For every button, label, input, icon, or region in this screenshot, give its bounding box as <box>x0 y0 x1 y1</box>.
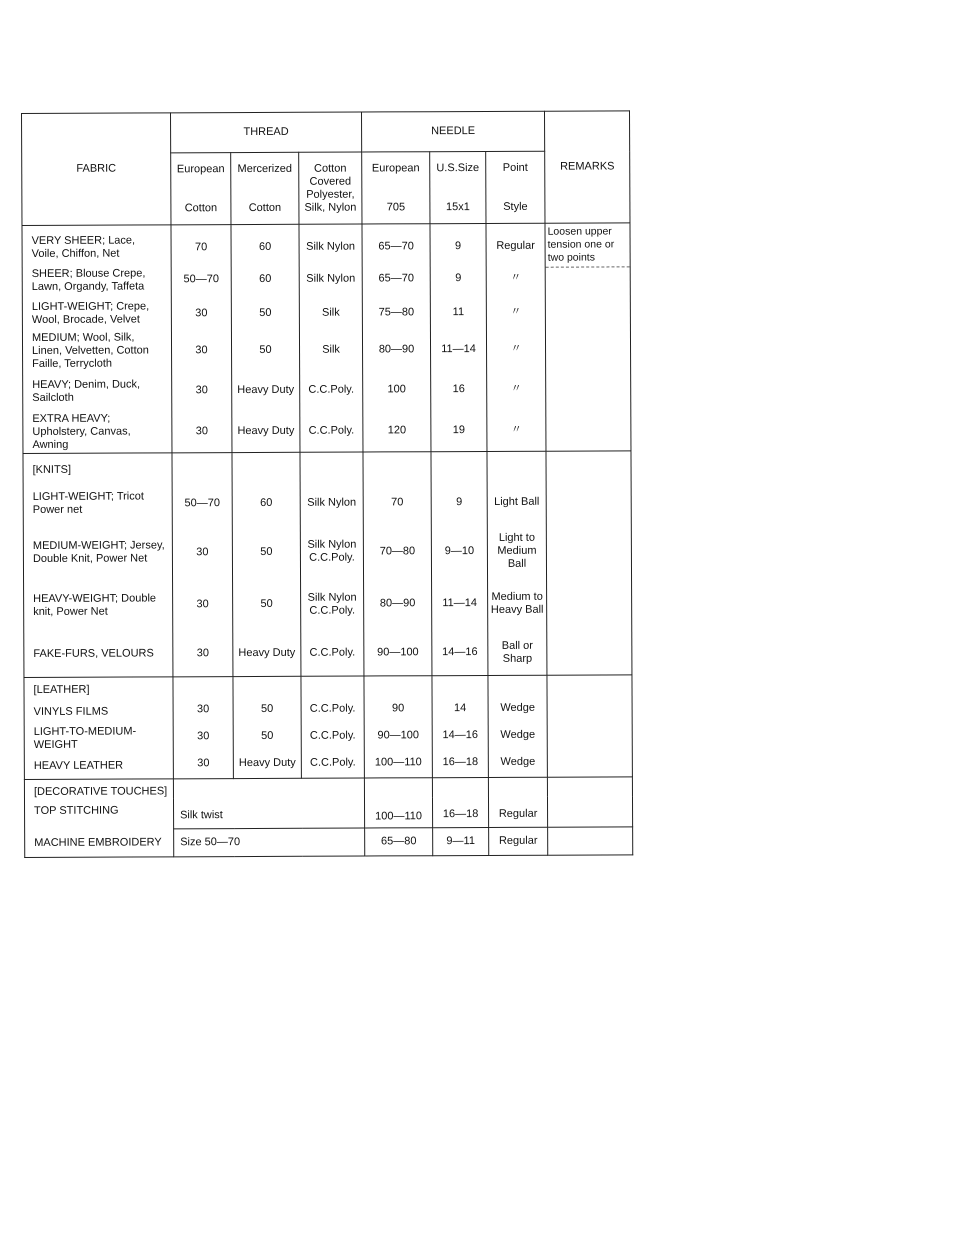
leather-row-2-merc: 50 <box>261 729 274 742</box>
woven-row-2-us: 9 <box>455 272 462 285</box>
woven-row-5-euro: 30 <box>195 384 208 397</box>
remarks-col <box>547 777 632 827</box>
thread-size: Size 50—70 <box>174 828 365 857</box>
header-label: European <box>371 161 420 174</box>
ccp-col <box>301 676 364 778</box>
thread-needle-chart <box>21 110 632 858</box>
woven-row-4-fabric: MEDIUM; Wool, Silk, Linen, Velvetten, Cotton Faille, Terrycloth <box>31 331 149 370</box>
woven-row-3-point: 〃 <box>510 305 522 318</box>
knits-row-3-euro: 30 <box>196 598 209 611</box>
point-col <box>487 451 547 675</box>
woven-row-6-us: 19 <box>452 423 466 436</box>
knits-row-1-n-euro: 70 <box>391 495 404 508</box>
woven-row-3-fabric: LIGHT-WEIGHT; Crepe, Wool, Brocade, Velvet <box>31 300 150 326</box>
woven-row-3-us: 11 <box>452 305 465 318</box>
knits-row-3-ccp: Silk Nylon C.C.Poly. <box>307 591 357 617</box>
woven-row-2-point: 〃 <box>510 271 522 284</box>
point-top: Regular <box>488 777 547 827</box>
woven-row-6-ccp: C.C.Poly. <box>308 424 355 437</box>
thread-silk-twist: Silk twist <box>180 808 223 821</box>
fabric-col <box>24 677 173 780</box>
remarks-col <box>546 451 632 675</box>
section-leather <box>24 675 632 780</box>
woven-row-2-merc: 60 <box>259 272 272 285</box>
woven-row-4-ccp: Silk <box>322 343 340 356</box>
leather-row-2-n-euro: 90—100 <box>377 728 420 741</box>
needle-euro-col <box>362 224 431 452</box>
knits-row-1-point: Light Ball <box>494 495 540 508</box>
knits-row-2-fabric: MEDIUM-WEIGHT; Jersey, Double Knit, Power Net <box>32 539 165 565</box>
header-label: European <box>176 162 225 175</box>
woven-row-6-n-euro: 120 <box>387 423 407 436</box>
knits-row-1-euro: 50—70 <box>184 496 220 509</box>
header-needle-european <box>362 152 430 224</box>
knits-row-2-us: 9—10 <box>444 544 475 557</box>
woven-row-2-n-euro: 65—70 <box>378 272 415 285</box>
knits-row-4-euro: 30 <box>196 647 210 660</box>
header-label: 705 <box>386 200 406 213</box>
header-remarks: REMARKS <box>545 111 630 223</box>
woven-row-4-merc: 50 <box>259 343 272 356</box>
merc-col <box>233 676 301 778</box>
leather-row-3-merc: Heavy Duty <box>238 756 296 769</box>
knits-row-3-merc: 50 <box>260 597 273 610</box>
leather-row-3-point: Wedge <box>500 755 536 768</box>
woven-row-1-merc: 60 <box>258 240 272 253</box>
euro-col <box>173 677 233 779</box>
woven-row-5-fabric: HEAVY; Denim, Duck, Sailcloth <box>32 377 141 404</box>
leather-row-1-us: 14 <box>453 701 467 714</box>
knits-row-2-point: Light to Medium Ball <box>497 531 537 570</box>
header-label: Cotton Covered Polyester, Silk, Nylon <box>304 162 357 214</box>
woven-row-4-n-euro: 80—90 <box>378 343 415 356</box>
woven-row-3-euro: 30 <box>195 306 208 319</box>
header-label: Point <box>502 161 528 174</box>
woven-row-4-euro: 30 <box>195 344 208 357</box>
knits-row-2-euro: 30 <box>196 545 209 558</box>
leather-row-3-n-euro: 100—110 <box>374 755 422 768</box>
point-col <box>486 223 546 451</box>
knits-row-4-us: 14—16 <box>442 646 478 659</box>
fabric-top-stitching: TOP STITCHING <box>24 798 173 829</box>
needle-euro-bottom: 65—80 <box>365 827 433 856</box>
header-point-style <box>486 151 545 223</box>
us-col <box>430 223 487 451</box>
header-label: Cotton <box>248 201 282 214</box>
woven-row-3-merc: 50 <box>259 306 272 319</box>
header-cotton-covered <box>299 152 362 224</box>
remarks-col <box>547 675 632 777</box>
woven-row-2-ccp: Silk Nylon <box>306 272 356 285</box>
header-label: Mercerized <box>237 162 292 175</box>
remarks-col <box>548 826 633 855</box>
woven-row-5-point: 〃 <box>510 382 522 395</box>
machine-embroidery-row <box>25 826 633 857</box>
woven-row-5-n-euro: 100 <box>387 383 406 396</box>
header-label: Cotton <box>184 201 218 214</box>
fabric-col <box>22 225 172 454</box>
woven-row-1-ccp: Silk Nylon <box>306 240 356 253</box>
knits-row-4-point: Ball or Sharp <box>501 639 533 665</box>
point-col <box>488 675 547 777</box>
woven-row-4-us: 11—14 <box>441 343 476 356</box>
section-label-leather: [LEATHER] <box>33 683 90 696</box>
woven-row-2-euro: 50—70 <box>183 273 219 286</box>
leather-row-1-n-euro: 90 <box>391 701 405 714</box>
remarks-text: Loosen upper tension one or two points <box>547 225 615 264</box>
remarks-col <box>545 223 631 451</box>
knits-row-4-ccp: C.C.Poly. <box>309 646 356 659</box>
header-mercerized-cotton <box>231 152 299 224</box>
woven-row-1-us: 9 <box>455 239 462 252</box>
woven-row-5-ccp: C.C.Poly. <box>308 383 355 396</box>
leather-row-3-euro: 30 <box>197 756 210 769</box>
knits-row-2-merc: 50 <box>260 545 273 558</box>
needle-euro-col <box>363 452 432 676</box>
woven-row-6-fabric: EXTRA HEAVY; Upholstery, Canvas, Awning <box>32 412 131 451</box>
woven-row-2-fabric: SHEER; Blouse Crepe, Lawn, Organdy, Taffeta <box>31 266 146 293</box>
woven-row-1-fabric: VERY SHEER; Lace, Voile, Chiffon, Net <box>31 234 136 260</box>
knits-row-4-n-euro: 90—100 <box>377 646 419 659</box>
fabric-col <box>23 453 173 678</box>
remarks-divider <box>546 266 630 267</box>
knits-row-4-merc: Heavy Duty <box>238 646 296 660</box>
leather-row-3-ccp: C.C.Poly. <box>309 756 356 769</box>
us-size-bottom: 9—11 <box>433 827 489 856</box>
knits-row-3-us: 11—14 <box>442 597 478 610</box>
us-col <box>432 675 488 777</box>
knits-row-2-ccp: Silk Nylon C.C.Poly. <box>307 538 357 564</box>
knits-row-1-us: 9 <box>456 495 463 508</box>
header-us-size <box>430 151 486 223</box>
chart-table <box>21 110 633 858</box>
leather-row-2-fabric: LIGHT-TO-MEDIUM-WEIGHT <box>33 725 137 751</box>
knits-row-2-n-euro: 70—80 <box>379 544 416 557</box>
header-thread: THREAD <box>171 112 362 153</box>
header-label: 15x1 <box>445 200 470 213</box>
leather-row-2-euro: 30 <box>197 729 210 742</box>
woven-row-5-us: 16 <box>452 383 465 396</box>
header-label: U.S.Size <box>436 161 480 174</box>
us-col <box>431 451 488 675</box>
ccp-col <box>300 452 364 676</box>
merc-col <box>231 224 300 452</box>
woven-row-6-euro: 30 <box>195 424 209 437</box>
needle-euro-top: 100—110 <box>364 778 432 828</box>
decorative-label-row <box>24 777 632 799</box>
knits-row-1-merc: 60 <box>260 496 273 509</box>
knits-row-3-n-euro: 80—90 <box>379 597 416 610</box>
us-size-top: 16—18 <box>432 777 488 827</box>
woven-row-1-point: Regular <box>496 239 535 252</box>
ccp-col <box>299 224 363 452</box>
woven-row-5-merc: Heavy Duty <box>237 383 295 397</box>
merc-col <box>232 452 301 676</box>
euro-col <box>171 225 232 453</box>
fabric-machine-embroidery: MACHINE EMBROIDERY <box>25 828 174 857</box>
point-bottom: Regular <box>489 827 548 856</box>
header-label: Style <box>503 200 528 213</box>
leather-row-1-euro: 30 <box>196 702 210 715</box>
woven-row-3-n-euro: 75—80 <box>378 305 415 318</box>
leather-row-3-fabric: HEAVY LEATHER <box>33 759 124 772</box>
knits-row-1-fabric: LIGHT-WEIGHT; Tricot Power net <box>32 490 144 516</box>
woven-row-1-n-euro: 65—70 <box>378 239 414 252</box>
decorative-thread-top <box>173 778 364 828</box>
leather-row-2-point: Wedge <box>500 728 536 741</box>
leather-row-2-us: 14—16 <box>442 728 478 741</box>
leather-row-1-fabric: VINYLS FILMS <box>33 705 109 718</box>
leather-row-2-ccp: C.C.Poly. <box>309 729 356 742</box>
header-european-cotton <box>171 153 231 225</box>
section-label-knits: [KNITS] <box>32 463 72 476</box>
header-needle: NEEDLE <box>362 111 545 152</box>
knits-row-4-fabric: FAKE-FURS, VELOURS <box>33 647 154 660</box>
needle-euro-col <box>364 676 432 778</box>
section-woven <box>22 223 631 454</box>
knits-row-1-ccp: Silk Nylon <box>307 496 357 509</box>
header-fabric: FABRIC <box>22 113 171 226</box>
leather-row-1-point: Wedge <box>500 701 535 714</box>
knits-row-3-fabric: HEAVY-WEIGHT; Double knit, Power Net <box>33 591 157 618</box>
woven-row-3-ccp: Silk <box>321 306 340 319</box>
section-knits <box>23 451 632 678</box>
woven-row-4-point: 〃 <box>510 342 522 355</box>
woven-row-6-merc: Heavy Duty <box>237 424 295 437</box>
section-label-decorative: [DECORATIVE TOUCHES] <box>24 779 173 799</box>
woven-row-1-euro: 70 <box>194 240 208 253</box>
woven-row-6-point: 〃 <box>510 423 522 436</box>
leather-row-3-us: 16—18 <box>442 755 479 768</box>
euro-col <box>172 453 233 677</box>
knits-row-3-point: Medium to Heavy Ball <box>490 590 544 616</box>
leather-row-1-merc: 50 <box>260 702 274 715</box>
leather-row-1-ccp: C.C.Poly. <box>309 702 356 715</box>
